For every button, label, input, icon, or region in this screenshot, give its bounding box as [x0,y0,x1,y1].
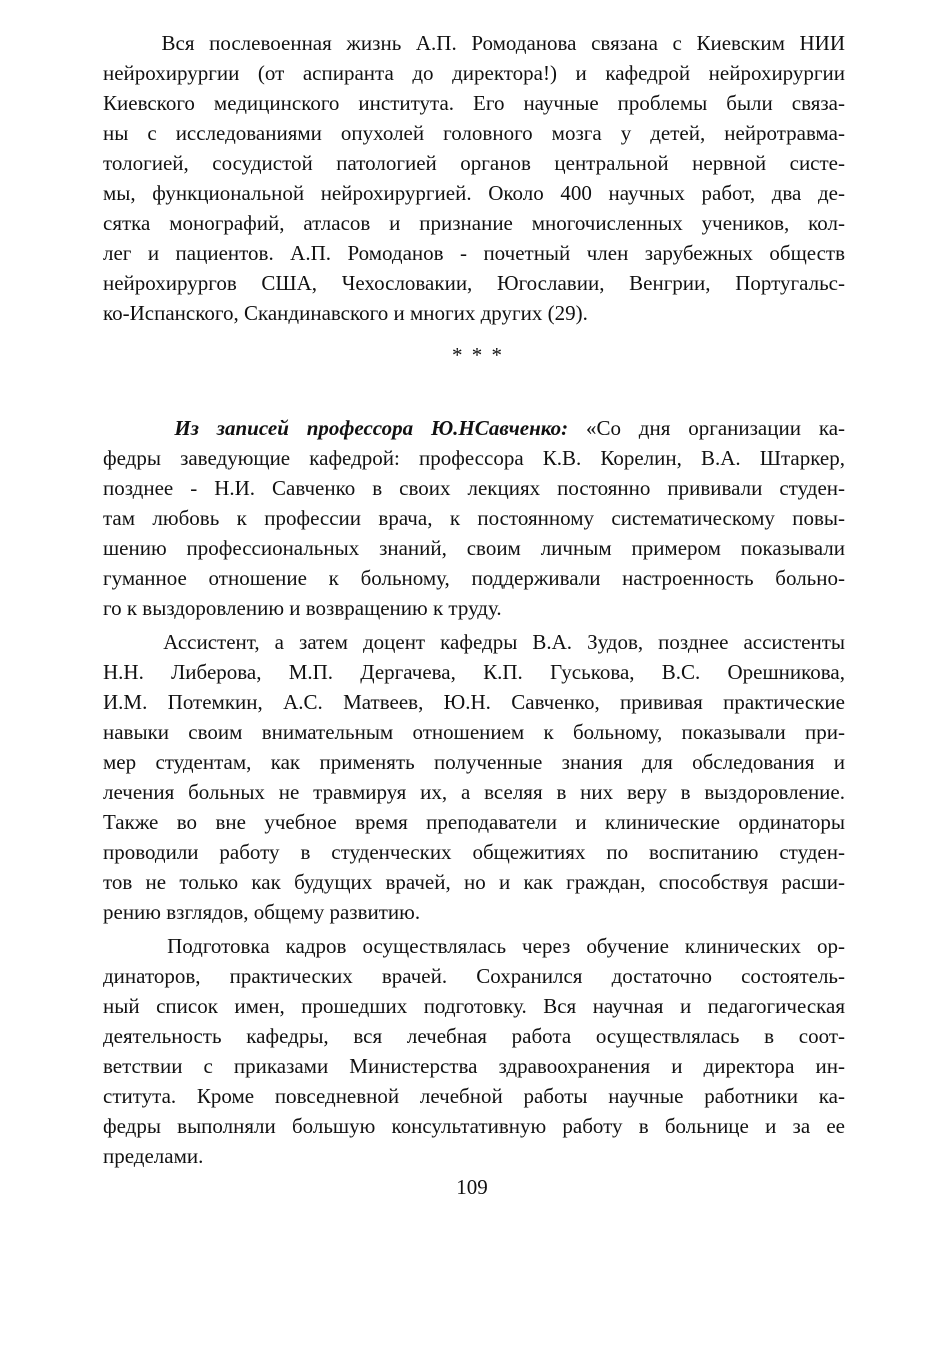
paragraph-line: гуманное отношение к больному, поддерживали настроенность больно- [103,566,845,590]
page-body [103,28,845,1171]
paragraph-line: пределами. [103,1144,204,1168]
paragraph-line: лечения больных не травмируя их, а вселяя в них веру в выздоровление. [103,780,845,804]
paragraph-line: Н.Н. Либерова, М.П. Дергачева, К.П. Гуськова, В.С. Орешникова, [103,660,845,684]
paragraph-line: рению взглядов, общему развитию. [103,900,421,924]
paragraph-line: тов не только как будущих врачей, но и как граждан, способствуя расши- [103,870,845,894]
paragraph-line: ветствии с приказами Министерства здравоохранения и директора ин- [103,1054,845,1078]
paragraph-line: ный список имен, прошедших подготовку. Вся научная и педагогическая [103,994,845,1018]
lead-attribution: Из записей профессора Ю.НСавченко: [174,416,569,440]
paragraph-line: позднее - Н.И. Савченко в своих лекциях постоянно прививали студен- [103,476,845,500]
paragraph-line: нейрохирургии (от аспиранта до директора!) и кафедрой нейрохирургии [103,61,845,85]
paragraph-line: Киевского медицинского института. Его научные проблемы были связа- [103,91,845,115]
paragraph-line: сятка монографий, атласов и признание многочисленных учеников, кол- [103,211,845,235]
paragraph-assistants [103,627,845,927]
paragraph-line: Подготовка кадров осуществлялась через обучение клинических ор- [103,934,845,958]
paragraph-line: деятельность кафедры, вся лечебная работа осуществлялась в соот- [103,1024,845,1048]
paragraph-line: проводили работу в студенческих общежитиях по воспитанию студен- [103,840,845,864]
paragraph-line-rest: «Со дня организации ка- [568,416,846,440]
paragraph-savchenko-notes [103,413,845,623]
paragraph-line: тологией, сосудистой патологией органов центральной нервной систе- [103,151,845,175]
paragraph-line: ститута. Кроме повседневной лечебной работы научные работники ка- [103,1084,845,1108]
page-number: 109 [456,1175,488,1199]
paragraph-line: федры заведующие кафедрой: профессора К.В. Корелин, В.А. Штаркер, [103,446,845,470]
paragraph-line: И.М. Потемкин, А.С. Матвеев, Ю.Н. Савченко, прививая практические [103,690,845,714]
paragraph-line: ко-Испанского, Скандинавского и многих других (29). [103,301,588,325]
paragraph-line: Ассистент, а затем доцент кафедры В.А. Зудов, позднее ассистенты [103,630,845,654]
paragraph-line [103,413,845,443]
paragraph-line: мер студентам, как применять полученные знания для обследования и [103,750,845,774]
paragraph-line: нейрохирургов США, Чехословакии, Югославии, Венгрии, Португальс- [103,271,845,295]
paragraph-line: там любовь к профессии врача, к постоянному систематическому повы- [103,506,845,530]
paragraph-line: навыки своим внимательным отношением к больному, показывали при- [103,720,845,744]
paragraph-staff-training [103,931,845,1171]
paragraph-line: Вся послевоенная жизнь А.П. Ромоданова связана с Киевским НИИ [103,31,845,55]
paragraph-line: Также во вне учебное время преподаватели и клинические ординаторы [103,810,845,834]
paragraph-line: го к выздоровлению и возвращению к труду. [103,596,502,620]
paragraph-line: федры выполняли большую консультативную работу в больнице и за ее [103,1114,845,1138]
section-separator: * * * [452,343,504,367]
paragraph-line: ны с исследованиями опухолей головного мозга у детей, нейротравма- [103,121,845,145]
paragraph-postwar-life [103,28,845,328]
paragraph-line: шению профессиональных знаний, своим личным примером показывали [103,536,845,560]
paragraph-line: лег и пациентов. А.П. Ромоданов - почетный член зарубежных обществ [103,241,845,265]
paragraph-line: динаторов, практических врачей. Сохранился достаточно состоятель- [103,964,845,988]
paragraph-line: мы, функциональной нейрохирургией. Около 400 научных работ, два де- [103,181,845,205]
